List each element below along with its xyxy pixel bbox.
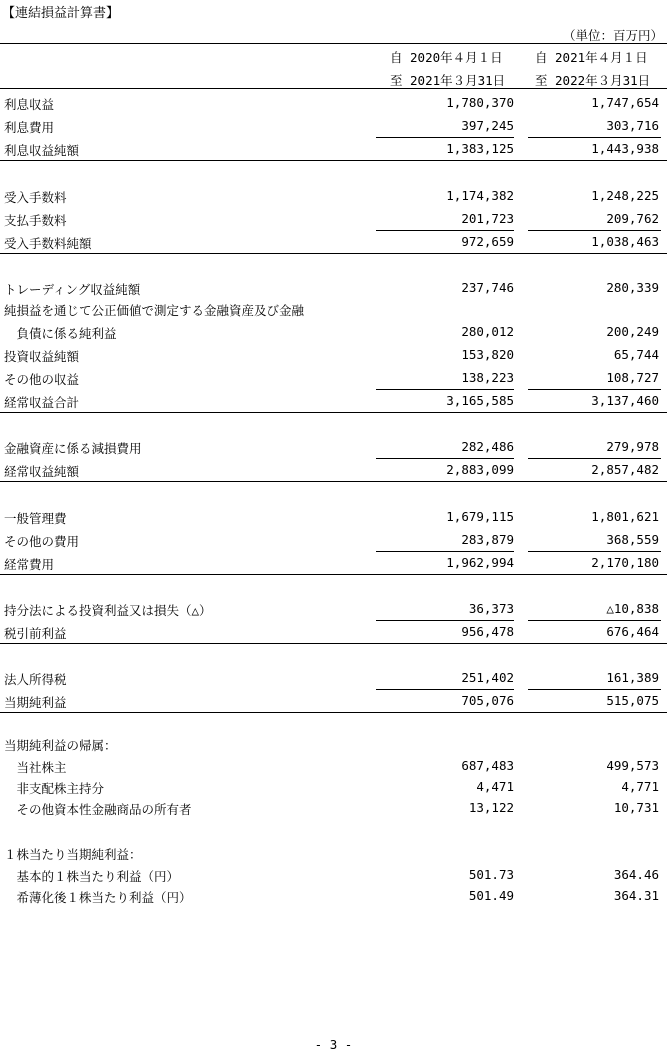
row-label: 投資収益純額 bbox=[4, 349, 80, 364]
row-value-2021: 138,223 bbox=[461, 370, 514, 385]
row-value-2022: 2,170,180 bbox=[591, 555, 659, 570]
row-value-2022: 364.31 bbox=[613, 888, 659, 903]
row-label: 利息収益 bbox=[4, 97, 55, 112]
total-rule bbox=[0, 574, 667, 575]
subtotal-rule-col2 bbox=[528, 551, 661, 552]
total-rule bbox=[0, 712, 667, 713]
header-top-rule bbox=[0, 43, 667, 44]
subtotal-rule-col1 bbox=[376, 389, 514, 390]
row-value-2022: 1,747,654 bbox=[591, 95, 659, 110]
row-label: その他の収益 bbox=[4, 372, 80, 387]
row-value-2021: 36,373 bbox=[468, 601, 514, 616]
row-value-2022: 200,249 bbox=[606, 324, 659, 339]
statement-row bbox=[0, 115, 667, 138]
total-rule bbox=[0, 160, 667, 161]
subtotal-rule-col1 bbox=[376, 458, 514, 459]
row-label: 経常収益合計 bbox=[4, 395, 80, 410]
subtotal-rule-col2 bbox=[528, 458, 661, 459]
row-label: 基本的１株当たり利益（円） bbox=[4, 869, 180, 884]
row-value-2021: 1,174,382 bbox=[446, 188, 514, 203]
row-label: 当社株主 bbox=[4, 760, 67, 775]
statement-row bbox=[0, 598, 667, 621]
row-label: 金融資産に係る減損費用 bbox=[4, 441, 142, 456]
total-rule bbox=[0, 253, 667, 254]
statement-row bbox=[0, 552, 667, 575]
statement-row bbox=[0, 208, 667, 231]
row-value-2022: 1,443,938 bbox=[591, 141, 659, 156]
row-value-2022: 280,339 bbox=[606, 280, 659, 295]
statement-row bbox=[0, 733, 667, 756]
header-bottom-rule bbox=[0, 88, 667, 89]
row-value-2022: 161,389 bbox=[606, 670, 659, 685]
row-value-2021: 237,746 bbox=[461, 280, 514, 295]
total-rule bbox=[0, 643, 667, 644]
row-value-2021: 1,780,370 bbox=[446, 95, 514, 110]
statement-row bbox=[0, 436, 667, 459]
statement-row bbox=[0, 185, 667, 208]
row-value-2022: △10,838 bbox=[606, 601, 659, 616]
statement-row bbox=[0, 776, 667, 799]
col1-period-to: 至 2021年３月31日 bbox=[390, 73, 506, 88]
row-value-2021: 13,122 bbox=[468, 800, 514, 815]
total-rule bbox=[0, 481, 667, 482]
row-label: 利息収益純額 bbox=[4, 143, 80, 158]
row-value-2022: 368,559 bbox=[606, 532, 659, 547]
statement-row bbox=[0, 459, 667, 482]
row-label: 希薄化後１株当たり利益（円） bbox=[4, 890, 192, 905]
row-label: 法人所得税 bbox=[4, 672, 67, 687]
subtotal-rule-col1 bbox=[376, 620, 514, 621]
row-value-2022: 499,573 bbox=[606, 758, 659, 773]
statement-row bbox=[0, 390, 667, 413]
statement-row bbox=[0, 506, 667, 529]
row-value-2021: 280,012 bbox=[461, 324, 514, 339]
col1-period-from: 自 2020年４月１日 bbox=[390, 50, 503, 65]
row-label: 税引前利益 bbox=[4, 626, 67, 641]
row-value-2022: 108,727 bbox=[606, 370, 659, 385]
statement-row bbox=[0, 864, 667, 887]
row-value-2021: 4,471 bbox=[476, 779, 514, 794]
row-label: 受入手数料純額 bbox=[4, 236, 92, 251]
row-label: 支払手数料 bbox=[4, 213, 67, 228]
row-value-2022: 676,464 bbox=[606, 624, 659, 639]
row-label: その他の費用 bbox=[4, 534, 80, 549]
row-value-2022: 4,771 bbox=[621, 779, 659, 794]
statement-row bbox=[0, 842, 667, 865]
statement-row bbox=[0, 231, 667, 254]
row-value-2022: 364.46 bbox=[613, 867, 659, 882]
statement-row bbox=[0, 298, 667, 321]
row-label: 持分法による投資利益又は損失（△） bbox=[4, 603, 212, 618]
row-label: 当期純利益の帰属： bbox=[4, 738, 117, 753]
statement-row bbox=[0, 797, 667, 820]
statement-row bbox=[0, 92, 667, 115]
row-label: その他資本性金融商品の所有者 bbox=[4, 802, 192, 817]
row-value-2022: 10,731 bbox=[613, 800, 659, 815]
row-value-2021: 1,679,115 bbox=[446, 509, 514, 524]
row-label: １株当たり当期純利益： bbox=[4, 847, 142, 862]
subtotal-rule-col2 bbox=[528, 389, 661, 390]
row-value-2021: 153,820 bbox=[461, 347, 514, 362]
page-number: - 3 - bbox=[314, 1037, 353, 1052]
col2-period-to: 至 2022年３月31日 bbox=[535, 73, 651, 88]
row-label: 負債に係る純利益 bbox=[4, 326, 117, 341]
statement-row bbox=[0, 367, 667, 390]
row-label: 純損益を通じて公正価値で測定する金融資産及び金融 bbox=[4, 303, 305, 318]
statement-row bbox=[0, 321, 667, 344]
subtotal-rule-col1 bbox=[376, 689, 514, 690]
statement-row bbox=[0, 621, 667, 644]
row-value-2022: 65,744 bbox=[613, 347, 659, 362]
statement-row bbox=[0, 344, 667, 367]
subtotal-rule-col1 bbox=[376, 551, 514, 552]
row-label: 当期純利益 bbox=[4, 695, 67, 710]
unit-label: （単位：百万円） bbox=[562, 28, 663, 43]
row-value-2022: 515,075 bbox=[606, 693, 659, 708]
row-value-2021: 2,883,099 bbox=[446, 462, 514, 477]
row-label: 経常費用 bbox=[4, 557, 55, 572]
row-value-2022: 1,038,463 bbox=[591, 234, 659, 249]
statement-row bbox=[0, 755, 667, 778]
col2-period-from: 自 2021年４月１日 bbox=[535, 50, 648, 65]
subtotal-rule-col1 bbox=[376, 230, 514, 231]
subtotal-rule-col1 bbox=[376, 137, 514, 138]
row-value-2021: 1,962,994 bbox=[446, 555, 514, 570]
row-value-2021: 501.49 bbox=[468, 888, 514, 903]
statement-row bbox=[0, 690, 667, 713]
statement-row bbox=[0, 277, 667, 300]
row-value-2021: 687,483 bbox=[461, 758, 514, 773]
row-value-2021: 282,486 bbox=[461, 439, 514, 454]
row-value-2022: 209,762 bbox=[606, 211, 659, 226]
row-value-2021: 283,879 bbox=[461, 532, 514, 547]
row-value-2022: 1,248,225 bbox=[591, 188, 659, 203]
row-value-2021: 251,402 bbox=[461, 670, 514, 685]
total-rule bbox=[0, 412, 667, 413]
statement-title: 【連結損益計算書】 bbox=[2, 6, 120, 21]
row-value-2022: 3,137,460 bbox=[591, 393, 659, 408]
row-value-2022: 303,716 bbox=[606, 118, 659, 133]
row-value-2022: 279,978 bbox=[606, 439, 659, 454]
row-label: 一般管理費 bbox=[4, 511, 67, 526]
subtotal-rule-col2 bbox=[528, 620, 661, 621]
subtotal-rule-col2 bbox=[528, 230, 661, 231]
row-value-2021: 201,723 bbox=[461, 211, 514, 226]
row-value-2021: 956,478 bbox=[461, 624, 514, 639]
row-label: 経常収益純額 bbox=[4, 464, 80, 479]
row-value-2021: 397,245 bbox=[461, 118, 514, 133]
row-label: トレーディング収益純額 bbox=[4, 282, 141, 297]
row-value-2021: 3,165,585 bbox=[446, 393, 514, 408]
row-label: 非支配株主持分 bbox=[4, 781, 105, 796]
row-label: 受入手数料 bbox=[4, 190, 67, 205]
statement-row bbox=[0, 138, 667, 161]
statement-row bbox=[0, 529, 667, 552]
row-value-2021: 1,383,125 bbox=[446, 141, 514, 156]
row-value-2022: 2,857,482 bbox=[591, 462, 659, 477]
subtotal-rule-col2 bbox=[528, 689, 661, 690]
statement-row bbox=[0, 885, 667, 908]
row-value-2022: 1,801,621 bbox=[591, 509, 659, 524]
row-value-2021: 972,659 bbox=[461, 234, 514, 249]
subtotal-rule-col2 bbox=[528, 137, 661, 138]
row-value-2021: 705,076 bbox=[461, 693, 514, 708]
statement-row bbox=[0, 667, 667, 690]
row-value-2021: 501.73 bbox=[468, 867, 514, 882]
row-label: 利息費用 bbox=[4, 120, 55, 135]
